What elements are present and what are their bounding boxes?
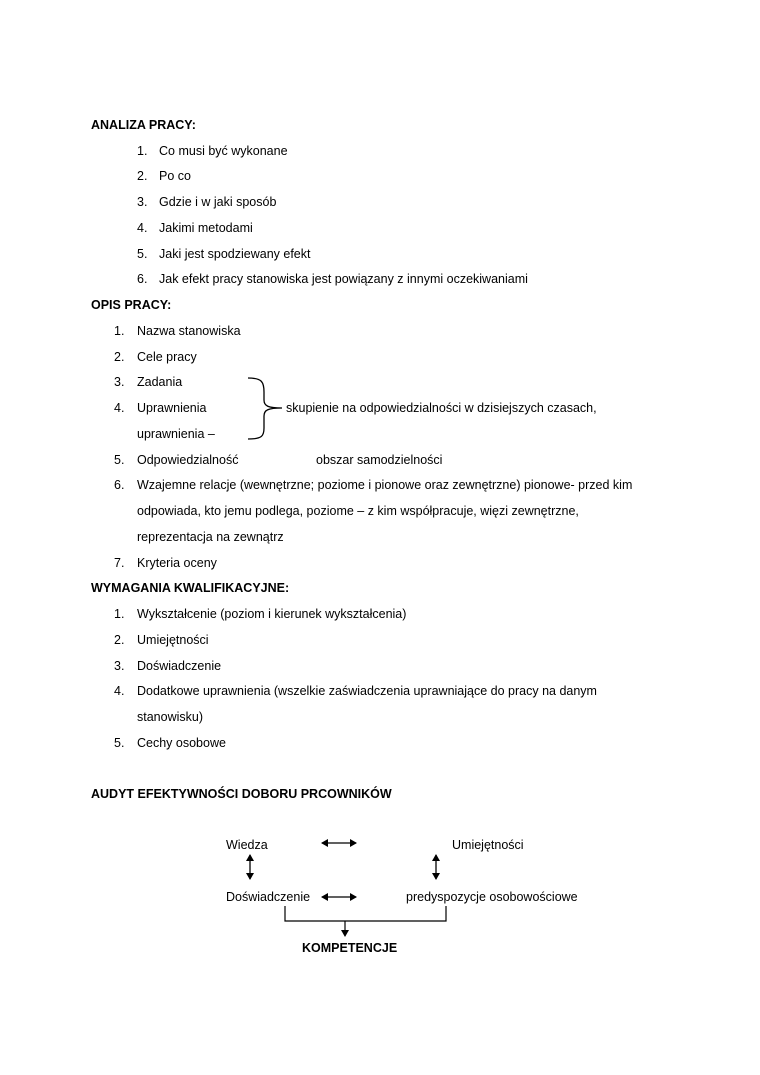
diagram-node-kompetencje: KOMPETENCJE [302, 941, 398, 955]
brace-note: skupienie na odpowiedzialności w dzisiejszych czasach, [286, 401, 597, 415]
list-number: 3. [114, 375, 125, 389]
obszar-note: obszar samodzielności [316, 453, 443, 467]
list-item: Co musi być wykonane [159, 144, 288, 158]
list-item-continuation: stanowisku) [137, 710, 203, 724]
list-item-continuation: uprawnienia – [137, 427, 215, 441]
section-heading-audyt: AUDYT EFEKTYWNOŚCI DOBORU PRCOWNIKÓW [91, 787, 392, 801]
list-number: 2. [137, 169, 148, 183]
list-number: 3. [137, 195, 148, 209]
list-item: Po co [159, 169, 191, 183]
list-number: 4. [114, 684, 125, 698]
curly-brace-icon [248, 378, 282, 439]
diagram-node-umiejetnosci: Umiejętności [452, 838, 524, 852]
list-item: Doświadczenie [137, 659, 222, 673]
connector-line [285, 906, 446, 921]
list-item-continuation: reprezentacja na zewnątrz [137, 530, 284, 544]
list-number: 5. [114, 736, 125, 750]
list-number: 7. [114, 556, 125, 570]
list-item: Zadania [137, 375, 183, 389]
list-item: Wzajemne relacje (wewnętrzne; poziome i pionowe oraz zewnętrzne) pionowe- przed kim [137, 478, 633, 492]
list-item: Odpowiedzialność [137, 453, 239, 467]
list-item: Nazwa stanowiska [137, 324, 241, 338]
list-number: 1. [114, 324, 125, 338]
list-item: Gdzie i w jaki sposób [159, 195, 277, 209]
diagram-node-wiedza: Wiedza [226, 838, 268, 852]
list-number: 2. [114, 633, 125, 647]
list-number: 4. [137, 221, 148, 235]
list-item: Umiejętności [137, 633, 209, 647]
diagram-node-doswiadczenie: Doświadczenie [226, 890, 311, 904]
section-heading-opis: OPIS PRACY: [91, 298, 172, 312]
list-item: Kryteria oceny [137, 556, 217, 570]
list-number: 1. [137, 144, 148, 158]
list-item: Cele pracy [137, 350, 197, 364]
list-item: Dodatkowe uprawnienia (wszelkie zaświadczenia uprawniające do pracy na danym [137, 684, 597, 698]
list-item: Jaki jest spodziewany efekt [159, 247, 311, 261]
list-item-continuation: odpowiada, kto jemu podlega, poziome – z kim współpracuje, więzi zewnętrzne, [137, 504, 579, 518]
list-item: Jak efekt pracy stanowiska jest powiązany z innymi oczekiwaniami [159, 272, 528, 286]
list-number: 5. [137, 247, 148, 261]
list-number: 3. [114, 659, 125, 673]
section-heading-analiza: ANALIZA PRACY: [91, 118, 196, 132]
list-item: Wykształcenie (poziom i kierunek wykształcenia) [137, 607, 407, 621]
list-number: 6. [137, 272, 148, 286]
list-item: Cechy osobowe [137, 736, 226, 750]
list-number: 4. [114, 401, 125, 415]
list-number: 5. [114, 453, 125, 467]
list-number: 2. [114, 350, 125, 364]
section-heading-wymagania: WYMAGANIA KWALIFIKACYJNE: [91, 581, 290, 595]
list-number: 1. [114, 607, 125, 621]
diagram-node-predyspozycje: predyspozycje osobowościowe [406, 890, 578, 904]
list-number: 6. [114, 478, 125, 492]
list-item: Jakimi metodami [159, 221, 253, 235]
list-item: Uprawnienia [137, 401, 207, 415]
